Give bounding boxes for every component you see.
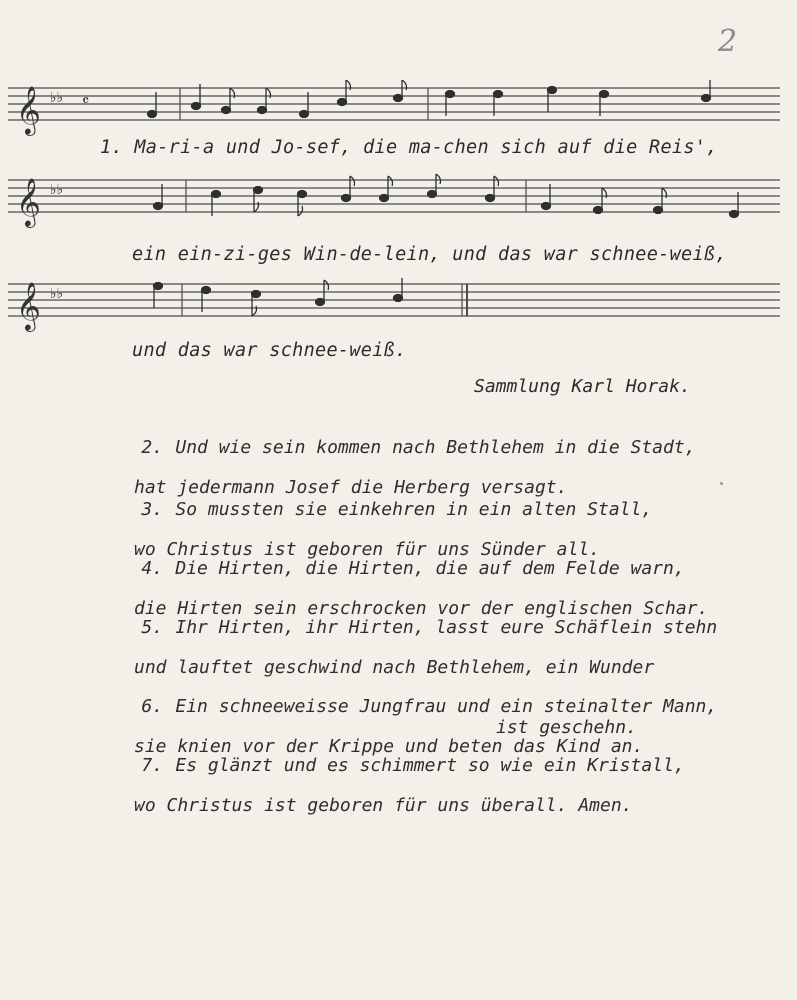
music-staff-1 xyxy=(0,80,797,136)
verse-line: Ihr Hirten, ihr Hirten, lasst eure Schäflein stehn xyxy=(175,617,718,638)
verse-line: hat jedermann Josef die Herberg versagt. xyxy=(134,477,568,498)
verse-line: So mussten sie einkehren in ein alten Stall, xyxy=(175,499,653,520)
svg-text:𝄞: 𝄞 xyxy=(16,85,41,134)
music-staff-2 xyxy=(0,172,797,228)
svg-text:♭♭: ♭♭ xyxy=(50,182,64,198)
verse-line: Und wie sein kommen nach Bethlehem in die Stadt, xyxy=(175,437,696,458)
verse-line: ist geschehn. xyxy=(496,717,637,738)
lyric-line-2: ein ein-zi-ges Win-de-lein, und das war schnee-weiß, xyxy=(132,244,727,265)
collection-credit: Sammlung Karl Horak. xyxy=(474,376,691,397)
music-staff-3 xyxy=(0,276,797,332)
verse-line: wo Christus ist geboren für uns überall. Amen. xyxy=(134,795,633,816)
verse-line: Ein schneeweisse Jungfrau und ein steinalter Mann, xyxy=(175,696,718,717)
verse-number: 3. xyxy=(141,499,164,520)
svg-text:𝄴: 𝄴 xyxy=(82,91,90,110)
verse-line: sie knien vor der Krippe und beten das Kind an. xyxy=(134,736,644,757)
page-number: 2 xyxy=(718,24,738,59)
verse-7 xyxy=(98,736,685,856)
verse-number: 5. xyxy=(141,617,164,638)
treble-clef-icon xyxy=(16,85,41,136)
lyric-line-3: und das war schnee-weiß. xyxy=(132,340,407,361)
verse-line: die Hirten sein erschrocken vor der englischen Schar. xyxy=(134,598,709,619)
verse-line: Die Hirten, die Hirten, die auf dem Felde warn, xyxy=(175,558,685,579)
verse-number: 2. xyxy=(141,437,164,458)
svg-text:♭♭: ♭♭ xyxy=(50,90,64,106)
svg-text:♭♭: ♭♭ xyxy=(50,286,64,302)
verse-number: 7. xyxy=(141,755,164,776)
lyric-line-1: 1. Ma-ri-a und Jo-sef, die ma-chen sich auf die Reis', xyxy=(100,137,718,158)
verse-line: und lauftet geschwind nach Bethlehem, ein Wunder xyxy=(134,657,655,678)
staff-1-notation xyxy=(0,80,797,136)
verse-line: wo Christus ist geboren für uns Sünder all. xyxy=(134,539,600,560)
treble-clef-icon: 𝄞 xyxy=(16,177,41,226)
verse-number: 6. xyxy=(141,696,164,717)
verse-number: 4. xyxy=(141,558,164,579)
staff-2-notation xyxy=(0,172,797,228)
treble-clef-icon: 𝄞 xyxy=(16,281,41,330)
ink-speck xyxy=(720,482,723,485)
staff-3-notation xyxy=(0,276,797,332)
verse-line: Es glänzt und es schimmert so wie ein Kristall, xyxy=(175,755,685,776)
